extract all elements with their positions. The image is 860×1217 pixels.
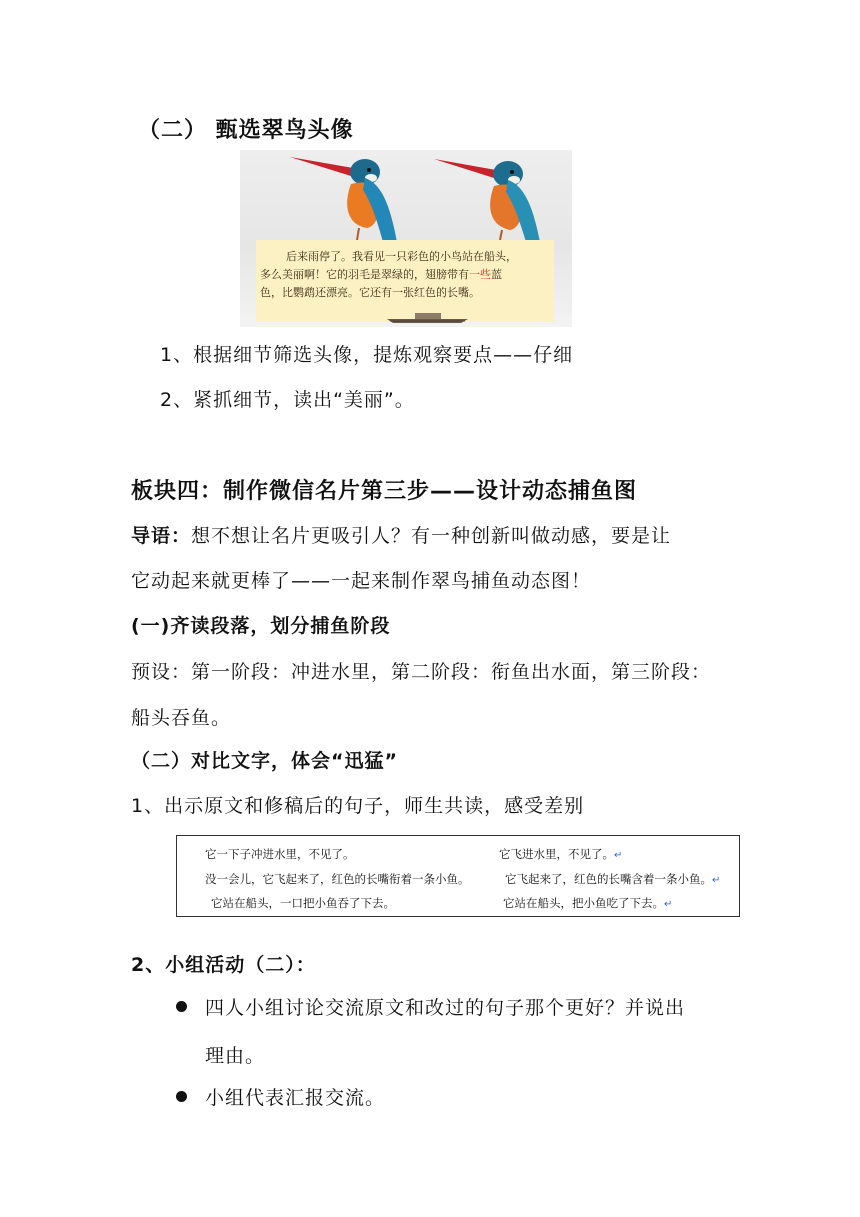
caption-line <box>260 266 502 282</box>
paragraph-mark: ↵ <box>664 899 673 910</box>
revised-text: 它飞起来了，红色的长嘴含着一条小鱼。 <box>505 872 712 886</box>
point-2: 2、紧抓细节，读出“美丽”。 <box>160 389 415 411</box>
revised-sentence <box>499 846 622 862</box>
original-sentence: 它站在船头，一口把小鱼吞了下去。 <box>211 896 395 910</box>
original-sentence: 没一会儿，它飞起来了，红色的长嘴衔着一条小鱼。 <box>205 872 470 886</box>
bullet-1-line-2: 理由。 <box>205 1045 266 1067</box>
intro-label: 导语： <box>131 525 192 547</box>
revised-sentence <box>505 871 720 887</box>
caption-line: 后来雨停了。我看见一只彩色的小鸟站在船头， <box>286 250 517 263</box>
bullet-2: 小组代表汇报交流。 <box>205 1087 386 1109</box>
bullet-icon <box>176 1001 187 1012</box>
revised-text: 它飞进水里，不见了。 <box>499 847 614 861</box>
caption-text-after: 蓝 <box>491 268 502 281</box>
revised-sentence <box>503 895 672 911</box>
intro-text: 想不想让名片更吸引人？有一种创新叫做动感，要是让 <box>191 525 672 547</box>
preset-line-1: 预设：第一阶段：冲进水里，第二阶段：衔鱼出水面，第三阶段： <box>131 661 712 683</box>
block-heading: 板块四：制作微信名片第三步——设计动态捕鱼图 <box>131 479 638 504</box>
section-heading: （二） 甄选翠鸟头像 <box>138 118 354 143</box>
preset-line-2: 船头吞鱼。 <box>131 707 232 729</box>
caption-text: 多么美丽啊！它的羽毛是翠绿的，翅膀带有 <box>260 268 469 281</box>
bullet-1-line-1: 四人小组讨论交流原文和改过的句子那个更好？并说出 <box>205 997 686 1019</box>
caption-highlight: 一些 <box>469 268 491 281</box>
subheading-1: (一)齐读段落，划分捕鱼阶段 <box>131 615 391 637</box>
revised-text: 它站在船头，把小鱼吃了下去。 <box>503 896 664 910</box>
paragraph-mark: ↵ <box>712 875 721 886</box>
subheading-2: （二）对比文字，体会“迅猛” <box>131 750 398 772</box>
kingfisher-picture <box>240 150 572 327</box>
kingfisher-birds-image <box>240 150 572 245</box>
original-sentence: 它一下子冲进水里，不见了。 <box>205 847 355 861</box>
intro-line-2: 它动起来就更棒了——一起来制作翠鸟捕鱼动态图！ <box>131 570 592 592</box>
point-1: 1、根据细节筛选头像，提炼观察要点——仔细 <box>160 344 574 366</box>
bullet-icon <box>176 1091 187 1102</box>
intro-line-1 <box>131 521 671 548</box>
caption-line: 色，比鹦鹉还漂亮。它还有一张红色的长嘴。 <box>260 286 480 299</box>
step-1: 1、出示原文和修稿后的句子，师生共读，感受差别 <box>131 795 585 817</box>
boat-image <box>385 310 470 324</box>
activity-heading: 2、小组活动（二）： <box>131 954 316 976</box>
comparison-box <box>176 835 740 917</box>
paragraph-mark: ↵ <box>614 850 623 861</box>
